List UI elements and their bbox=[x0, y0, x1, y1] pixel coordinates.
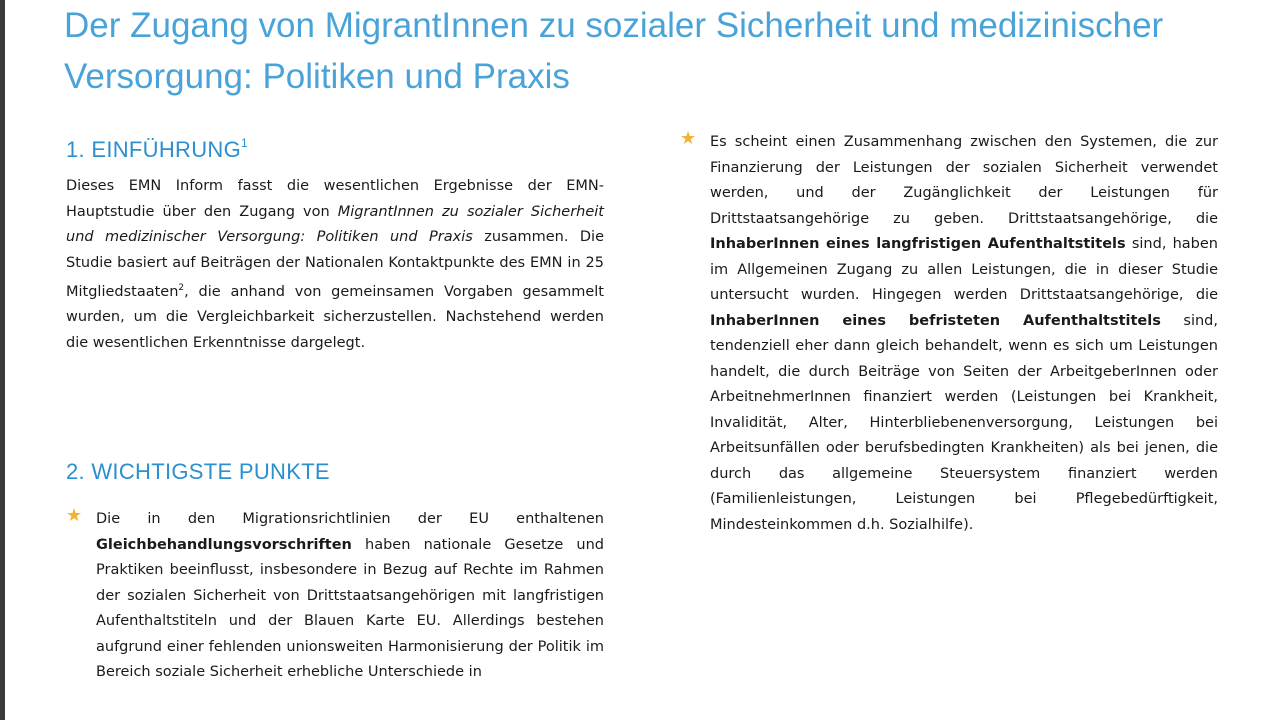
bullet-bold-text: InhaberInnen eines langfristigen Aufenthaltstitels bbox=[710, 236, 1126, 252]
bullet-bold-text: Gleichbehandlungsvorschriften bbox=[96, 536, 352, 553]
footnote-marker: 1 bbox=[241, 136, 249, 150]
bullet-text: sind, haben im Allgemeinen Zugang zu allen Leistungen, die in dieser Studie untersucht wurden. Hingegen werden Drittstaatsangehörige, die bbox=[710, 236, 1218, 303]
bullet-bold-text: InhaberInnen eines befristeten Aufenthaltstitels bbox=[710, 312, 1161, 329]
star-bullet-icon: ★ bbox=[680, 128, 697, 149]
bullet-text: sind, tendenziell eher dann gleich behandelt, wenn es sich um Leistungen handelt, die durch Beiträge von Seiten der ArbeitgeberInnen oder ArbeitnehmerInnen finanziert werden (Leistungen bei Krankheit, Invalidität, Alter, Hinterbliebenenversorgung, Leistungen bei Arbeitsunfällen oder berufsbedingten Krankheiten) als bei jenen, die durch das allgemeine Steuersystem finanziert werden (Familienleistungen, Leistungen bei Pflegebedürftigkeit, Mindesteinkommen d.h. Sozialhilfe). bbox=[710, 312, 1218, 533]
document-title: Der Zugang von MigrantInnen zu sozialer Sicherheit und medizinischer Versorgung: Politiken und Praxis bbox=[64, 6, 1164, 96]
footnote-marker: 2 bbox=[178, 283, 185, 293]
bullet-text: haben nationale Gesetze und Praktiken beeinflusst, insbesondere in Bezug auf Rechte im Rahmen der sozialen Sicherheit von Drittstaatsangehörigen mit langfristigen Aufenthaltstiteln und der Blauen Karte EU. Allerdings bestehen aufgrund einer fehlenden unionsweiten Harmonisierung der Politik im Bereich soziale Sicherheit erhebliche Unterschiede in bbox=[96, 536, 604, 680]
paragraph-text: zusammen. Die Studie basiert auf Beiträgen der Nationalen Kontaktpunkte des EMN in 25 Mitgliedstaaten bbox=[66, 229, 604, 300]
section-heading-key-points: 2. WICHTIGSTE PUNKTE bbox=[66, 459, 330, 484]
paragraph-text: Dieses EMN Inform fasst die wesentlichen Ergebnisse der EMN-Hauptstudie über den Zugang von bbox=[66, 178, 604, 220]
introduction-paragraph bbox=[66, 174, 604, 356]
bullet-text: Die in den Migrationsrichtlinien der EU enthaltenen bbox=[96, 511, 604, 527]
study-title-italic: MigrantInnen zu sozialer Sicherheit und medizinischer Versorgung: Politiken und Praxis bbox=[66, 203, 604, 245]
paragraph-text: , die anhand von gemeinsamen Vorgaben gesammelt wurden, um die Vergleichbarkeit sicherzustellen. Nachstehend werden die wesentlichen Erkenntnisse dargelegt. bbox=[66, 283, 604, 351]
star-bullet-icon: ★ bbox=[66, 505, 83, 526]
bullet-text: Es scheint einen Zusammenhang zwischen den Systemen, die zur Finanzierung der Leistungen der sozialen Sicherheit verwendet werden, und der Zugänglichkeit der Leistungen für Drittstaatsangehörige zu geben. Drittstaatsangehörige, die bbox=[710, 134, 1218, 227]
key-point-text bbox=[96, 507, 604, 686]
page-edge-rule bbox=[0, 0, 5, 720]
section-heading-text: 1. EINFÜHRUNG bbox=[66, 137, 242, 162]
key-point-text bbox=[710, 130, 1218, 538]
section-heading-introduction bbox=[66, 129, 248, 164]
